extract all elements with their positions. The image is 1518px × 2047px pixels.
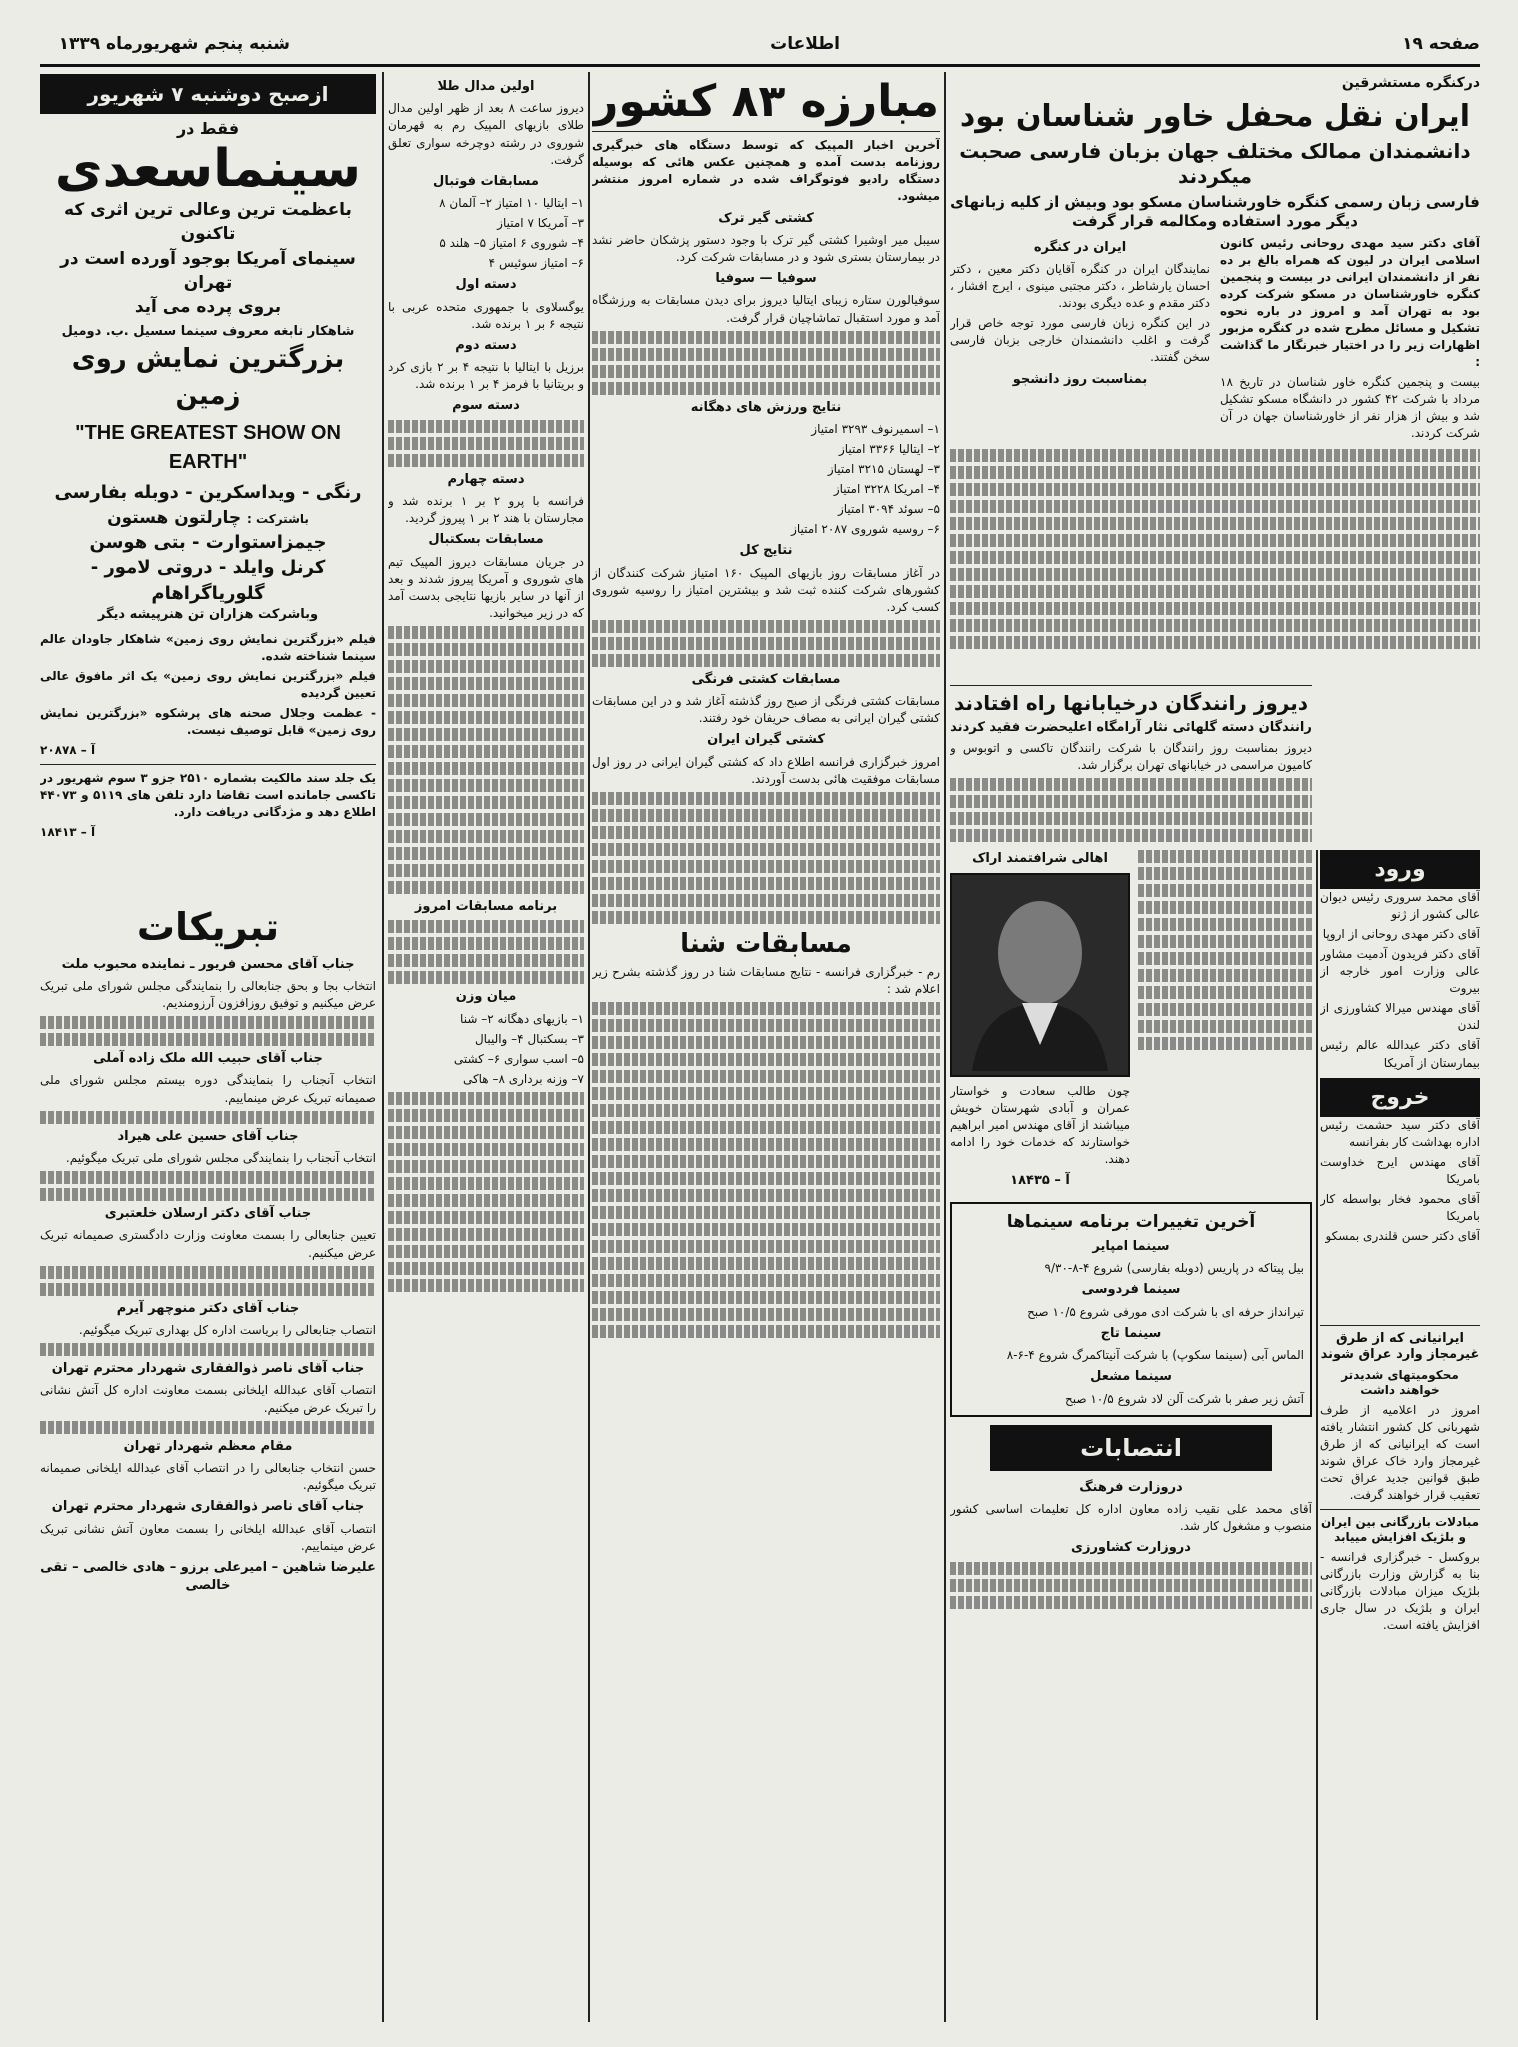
article-subheadline: دانشمندان ممالک مختلف جهان بزبان فارسی صحبت میکردند [959, 139, 1471, 189]
column-rule [382, 72, 384, 2022]
congrats-title: تبریکات [136, 905, 280, 949]
result-line: ۱– اسمیرنوف ۳۲۹۳ امتیاز [811, 422, 940, 436]
article-paragraph: فرانسه با پرو ۲ بر ۱ برنده شد و مجارستان با هند ۲ بر ۱ پیروز گردید. [388, 494, 584, 526]
portrait-photo [950, 873, 1130, 1077]
article-paragraph: بروکسل - خبرگزاری فرانسه - بنا به گزارش وزارت بازرگانی بلژیک میزان مبادلات بازرگانی ایران و بلژیک در سال جاری افزایش یافته است. [1320, 1549, 1480, 1632]
departure-item: آقای دکتر حسن قلندری بمسکو [1325, 1228, 1480, 1243]
departure-item: آقای دکتر سید حشمت رئیس اداره بهداشت کار بفرانسه [1320, 1117, 1480, 1149]
section-heading: بمناسبت روز دانشجو [1012, 371, 1148, 387]
congrats-item: جناب آقای ناصر ذوالفقاری شهردار محترم تهران انتصاب آقای عبدالله ایلخانی بسمت معاونت اداره کل آتش نشانی را تبریک عرض میکنیم. [40, 1361, 376, 1415]
article-paragraph: دیروز بمناسبت روز رانندگان با شرکت رانندگان تاکسی و اتوبوس و کامیون مراسمی در خیابانهای تهران برگزار شد. [950, 741, 1312, 773]
ad-cast-label: باشترکت : [247, 511, 309, 526]
section-heading: سوفیا — سوفیا [715, 271, 817, 287]
congrats-item: جناب آقای حسین علی هیراد انتخاب آنجناب را بنمایندگی مجلس شورای ملی تبریک میگوئیم. [65, 1128, 376, 1165]
section-heading: برنامه مسابقات امروز [414, 898, 558, 914]
cinema-item: سینما امپایر بیل پیتاکه در پاریس (دوبله بفارسی) شروع ۴-۸-۹/۳۰ [1044, 1238, 1304, 1276]
section-heading: کشتی گیران ایران [707, 732, 825, 748]
lost-document-notice: یک جلد سند مالکیت بشماره ۲۵۱۰ جزو ۳ سوم شهریور در تاکسی جامانده است تقاضا دارد تلفن های ۵۱۱۹ و ۴۴۰۷۳ اطلاع دهد و مژدگانی دریافت دارد. [40, 770, 376, 820]
page-number: صفحه ۱۹ [1402, 34, 1480, 54]
section-heading: دسته سوم [452, 398, 520, 414]
photo-text: چون طالب سعادت و خواستار عمران و آبادی شهرستان خویش میباشند از آقای مهندس امیر ابراهیم خواستارند که خدمات خود را ادامه دهند. [950, 1083, 1130, 1166]
section-heading: ایران در کنگره [1033, 239, 1127, 255]
article-headline: ایران نقل محفل خاور شناسان بود [959, 98, 1471, 134]
result-line: ۱– ایتالیا ۱۰ امتیاز ۲– آلمان ۸ [439, 196, 584, 211]
section-heading: مسابقات فوتبال [433, 173, 539, 189]
trade-headline: مبادلات بازرگانی بین ایران و بلژیک افزایش مییابد [1320, 1514, 1480, 1544]
congratulations-column [40, 900, 376, 2020]
arrival-item: آقای مهندس میرالا کشاورزی از لندن [1320, 1001, 1480, 1033]
swimming-headline: مسابقات شنا [680, 928, 852, 959]
olympics-article [592, 74, 940, 2020]
results-column [388, 74, 584, 2020]
ad-director: شاهکار نابغه معروف سینما سسیل .ب. دومیل [61, 323, 355, 339]
photo-caption: اهالی شرافتمند اراک [972, 851, 1108, 867]
section-heading: نتایج کل [739, 543, 793, 559]
result-line: ۳– لهستان ۳۲۱۵ امتیاز [827, 462, 940, 477]
result-line: ۴– شوروی ۶ امتیاز ۵– هلند ۵ [439, 236, 584, 251]
result-line: ۷– وزنه برداری ۸– هاکی [462, 1071, 584, 1086]
result-line: ۵– سوئد ۳۰۹۴ امتیاز [837, 502, 940, 517]
result-line: ۵– اسب سواری ۶– کشتی [453, 1051, 584, 1066]
ad-cast: کرنل وایلد - دروتی لامور - گلوریاگراهام [90, 557, 326, 604]
ad-cast: وباشرکت هزاران تن هنرپیشه دیگر [97, 607, 319, 623]
result-line: ۲– ایتالیا ۳۳۶۶ امتیاز [838, 442, 940, 457]
arrival-item: آقای دکتر مهدی روحانی از اروپا [1322, 927, 1480, 942]
ad-line: بروی پرده می آید [134, 296, 282, 317]
article-paragraph: سیبل میر اوشیرا کشتی گیر ترک با وجود دستور پزشکان حاضر نشد در بیمارستان بستری شود و در مسابقات شرکت کرد. [592, 232, 940, 264]
section-heading: مسابقات کشتی فرنگی [691, 671, 841, 687]
result-line: ۶– روسیه شوروی ۲۰۸۷ امتیاز [791, 522, 940, 537]
ad-line: سینمای آمریکا بوجود آورده است در تهران [60, 248, 356, 293]
masthead-rule [40, 64, 1480, 67]
arrival-item: آقای دکتر عبدالله عالم رئیس بیمارستان از آمریکا [1320, 1038, 1480, 1070]
result-line: ۶– امتیاز سوئیس ۴ [488, 256, 584, 271]
iraq-headline: ایرانیانی که از طرق غیرمجاز وارد عراق شوند [1320, 1331, 1480, 1363]
article-paragraph: امروز خبرگزاری فرانسه اطلاع داد که کشتی گیران ایرانی در روز اول مسابقات موفقیت هائی بدست آوردند. [592, 754, 940, 786]
ad-film-title-english: "THE GREATEST SHOW ON EARTH" [75, 422, 341, 473]
ad-film-title: بزرگترین نمایش روی زمین [71, 344, 345, 412]
ad-cast: چارلتون هستون [107, 507, 242, 528]
section-heading: مسابقات بسکتبال [428, 532, 544, 548]
appointments-banner: انتصابات [990, 1425, 1272, 1471]
column-rule [944, 72, 946, 2022]
ad-blurb: فیلم «بزرگترین نمایش روی زمین» شاهکار جاودان عالم سینما شناخته شده. [40, 631, 376, 663]
section-heading: نتایج ورزش های دهگانه [690, 399, 842, 415]
article-paragraph: رم - خبرگزاری فرانسه - نتایج مسابقات شنا در روز گذشته بشرح زیر اعلام شد : [592, 965, 940, 997]
cinema-item: سینما تاج الماس آبی (سینما سکوپ) با شرکت آنیتاکمرگ شروع ۴-۶-۸ [1006, 1325, 1304, 1363]
ad-blurb: - عظمت وجلال صحنه های پرشکوه «بزرگترین نمایش روی زمین» قابل توصیف نیست. [40, 705, 376, 737]
ad-code: آ – ۱۸۴۳۵ [1010, 1172, 1070, 1188]
article-paragraph: امروز در اعلامیه از طرف شهربانی کل کشور انتشار یافته است که ایرانیانی که از طرق غیرمجاز وارد خاک عراق شوند طبق قوانین جدید عراق تحت تعقیب قرار خواهند گرفت. [1320, 1402, 1480, 1502]
result-line: ۴– امریکا ۳۲۲۸ امتیاز [833, 482, 940, 497]
arrival-item: آقای محمد سروری رئیس دیوان عالی کشور از ژنو [1320, 890, 1480, 922]
saadi-cinema-ad [40, 74, 376, 894]
olympics-headline: مبارزه ۸۳ کشور [592, 76, 939, 127]
masthead [40, 28, 1480, 62]
cinema-item: سینما مشعل آتش زیر صفر با شرکت آلن لاد شروع ۱۰/۵ صبح [1064, 1369, 1304, 1406]
article-paragraph: نمایندگان ایران در کنگره آقایان دکتر معین ، دکتر احسان یارشاطر ، دکتر مجتبی مینوی ، ایرج افشار ، دکتر مقدم و عده دیگری بودند. [950, 262, 1210, 311]
issue-date: شنبه پنجم شهریورماه ۱۳۳۹ [58, 34, 290, 54]
ad-date-banner: ازصبح دوشنبه ۷ شهریور [40, 74, 376, 114]
article-paragraph: در این کنگره زبان فارسی مورد توجه خاص قرار گرفت و اغلب دانشمندان خارجی بزبان فارسی سخن گفتند. [950, 316, 1210, 365]
cinema-changes-box [950, 1202, 1312, 1416]
paper-name: اطلاعات [770, 34, 840, 54]
section-heading: دسته دوم [455, 337, 517, 353]
article-kicker: درکنگره مستشرقین [1341, 75, 1480, 91]
departure-item: آقای مهندس ایرج خداوست بامریکا [1320, 1154, 1480, 1186]
cinema-item: سینما فردوسی تیرانداز حرفه ای با شرکت ادی مورفی شروع ۱۰/۵ صبح [1027, 1282, 1304, 1319]
article-paragraph: آخرین اخبار المپیک که توسط دستگاه های خبرگیری روزنامه بدست آمده و همچنین عکس هائی که بوسیله دستگاه رادیو فوتوگراف شده در شماره امروز منتشر میشود. [592, 138, 940, 204]
section-heading: دسته اول [455, 277, 517, 293]
arrivals-banner: ورود [1320, 850, 1480, 889]
arrival-item: آقای دکتر فریدون آدمیت مشاور عالی وزارت امور خارجه از بیروت [1320, 947, 1480, 996]
article-paragraph: بیست و پنجمین کنگره خاور شناسان در تاریخ ۱۸ مرداد با شرکت ۴۲ کشور در دانشگاه مسکو تشکیل شد و بیش از هزار نفر از خاورشناسان جهان در آن شرکت کردند. [1220, 375, 1480, 441]
result-line: ۳– آمریکا ۷ امتیاز [497, 216, 584, 231]
result-line: ۱– بازیهای دهگانه ۲– شنا [460, 1011, 584, 1026]
ad-cinema-name: سینماسعدی [54, 139, 362, 200]
congrats-item: جناب آقای ناصر ذوالفقاری شهردار محترم تهران انتصاب آقای عبدالله ایلخانی را بسمت معاون آتش نشانی تبریک عرض مینماییم. [40, 1499, 376, 1553]
ad-code: آ – ۲۰۸۷۸ [40, 742, 96, 757]
column-rule [1316, 850, 1318, 2020]
congrats-signoff: علیرضا شاهین – امیرعلی برزو – هادی خالصی – تقی خالصی [40, 1559, 376, 1594]
article-deck: فارسی زبان رسمی کنگره خاورشناسان مسکو بود وبیش از کلیه زبانهای دیگر مورد استفاده ومکالمه قرار گرفت [950, 193, 1480, 231]
congrats-item: جناب آقای حبیب الله ملک زاده آملی انتخاب آنجناب را بنمایندگی دوره بیستم مجلس شورای ملی صمیمانه تبریک عرض مینماییم. [40, 1051, 376, 1105]
article-paragraph: یوگسلاوی با جمهوری متحده عربی با نتیجه ۶ بر ۱ برنده شد. [388, 299, 584, 331]
congrats-item: مقام معظم شهردار تهران حسن انتخاب جنابعالی را در انتصاب آقای عبدالله ایلخانی صمیمانه تبریک میگوئیم. [40, 1438, 376, 1493]
ad-format: رنگی - ویداسکرین - دوبله بفارسی [54, 481, 362, 503]
iraq-deck: محکومیتهای شدیدتر خواهند داشت [1341, 1367, 1459, 1397]
drivers-headline: دیروز رانندگان درخیابانها راه افتادند [953, 691, 1309, 715]
section-heading: دسته چهارم [447, 471, 525, 487]
article-paragraph: در جریان مسابقات دیروز المپیک تیم های شوروی و آمریکا پیروز شدند و بعد از آنها در سایر بازیها نتایجی بدست آمد که در زیر میخوانید. [388, 554, 584, 620]
congrats-item: جناب آقای محسن فریور ـ نماینده محبوب ملت انتخاب بجا و بحق جنابعالی را بنمایندگی مجلس شورای ملی تبریک عرض میکنیم و توفیق روزافزون آرزومندیم. [40, 956, 376, 1010]
column-rule [588, 72, 590, 2022]
orientalists-article [950, 74, 1480, 674]
section-heading: کشتی گیر ترک [718, 210, 814, 226]
result-line: ۳– بسکتبال ۴– والیبال [474, 1031, 584, 1046]
article-paragraph: برزیل با ایتالیا با نتیجه ۴ بر ۲ بازی کرد و بریتانیا با فرمز ۴ بر ۱ برنده شد. [388, 360, 584, 392]
drivers-article [950, 680, 1312, 2020]
drivers-deck: رانندگان دسته گلهائی نثار آرامگاه اعلیحضرت فقید کردند [950, 720, 1312, 735]
congrats-item: جناب آقای دکتر منوچهر آیرم انتصاب جنابعالی را بریاست اداره کل بهداری تبریک میگوئیم. [78, 1300, 376, 1337]
article-paragraph: در آغاز مسابقات روز بازیهای المپیک ۱۶۰ امتیاز شرکت کنندگان از کشورهای شرکت کننده ثبت شد و بیشترین امتیاز را روسیه شوروی کسب کرد. [592, 565, 940, 614]
ad-blurb: فیلم «بزرگترین نمایش روی زمین» یک اثر مافوق عالی تعیین گردیده [40, 668, 376, 700]
notice-code: آ – ۱۸۴۱۳ [40, 825, 96, 840]
article-paragraph: دیروز ساعت ۸ بعد از ظهر اولین مدال طلای بازیهای المپیک رم به قهرمان شوروی در رشته دوچرخه سواری تعلق گرفت. [388, 101, 584, 167]
cinema-box-title: آخرین تغییرات برنامه سینماها [1006, 1212, 1256, 1233]
article-paragraph: سوفیالورن ستاره زیبای ایتالیا دیروز برای دیدن مسابقات به ورزشگاه آمد و مورد استقبال تماشاچیان قرار گرفت. [592, 293, 940, 325]
section-heading: میان وزن [455, 989, 517, 1005]
appointments-ministry: دروزارت کشاورزی [1071, 1540, 1191, 1556]
article-paragraph: آقای دکتر سید مهدی روحانی رئیس کانون اسلامی ایران در لیون که همراه بالغ بر ده نفر از دانشمندان ایرانی در بیست و پنجمین کنگره خاورشناسان در مسکو شرکت کرده بود به تهران آمد و امروز در باره نحوه تشکیل و مسائل مطرح شده در کنگره مزبور اظهارات زیر را در اختیار خبرنگار ما گذاشت : [1220, 235, 1480, 370]
departures-banner: خروج [1320, 1078, 1480, 1117]
ad-cast: جیمزاستوارت - بتی هوسن [89, 531, 327, 553]
section-heading: اولین مدال طلا [437, 79, 535, 94]
appointments-text: آقای محمد علی نقیب زاده معاون اداره کل تعلیمات اساسی کشور منصوب و مشغول کار شد. [950, 1502, 1312, 1534]
congrats-item: جناب آقای دکتر ارسلان خلعتبری تعیین جنابعالی را بسمت معاونت وزارت دادگستری صمیمانه تبریک عرض میکنیم. [40, 1206, 376, 1260]
article-paragraph: مسابقات کشتی فرنگی از صبح روز گذشته آغاز شد و در این مسابقات کشتی گیران ایرانی به مصاف حریفان خود رفتند. [592, 694, 940, 726]
ad-line: باعظمت ترین وعالی ترین اثری که تاکنون [64, 200, 352, 245]
ad-only-in: فقط در [176, 119, 240, 139]
iraq-article [1320, 1320, 1480, 2020]
departure-item: آقای محمود فخار بواسطه کار بامریکا [1320, 1191, 1480, 1223]
appointments-ministry: دروزارت فرهنگ [1079, 1479, 1183, 1495]
